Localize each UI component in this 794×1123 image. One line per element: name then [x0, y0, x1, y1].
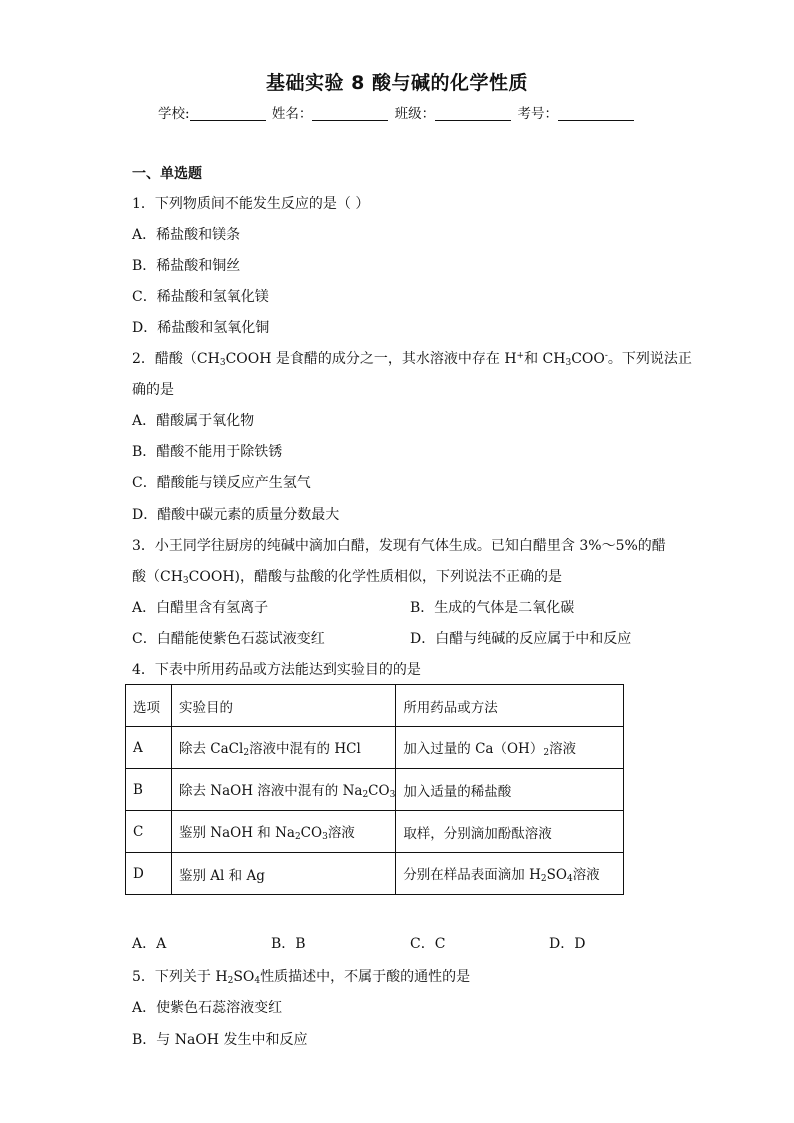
- name-label: 姓名：: [271, 106, 313, 122]
- q3-stem-text: 酸（CH: [132, 569, 183, 585]
- subscript: 4: [254, 976, 261, 986]
- q2-stem-text: COOH 是食醋的成分之一，其水溶液中存在 H: [225, 351, 517, 367]
- q2-stem-text: 2．醋酸（CH: [132, 351, 220, 367]
- table-row: [126, 853, 624, 895]
- subscript: 3: [389, 790, 396, 800]
- student-info-line: [0, 102, 794, 122]
- q4-stem: 4．下表中所用药品或方法能达到实验目的的是: [132, 662, 421, 678]
- table-header-cell: 实验目的: [172, 685, 396, 727]
- cell-text: CO: [368, 783, 390, 799]
- q3-stem-text: COOH)，醋酸与盐酸的化学性质相似，下列说法不正确的是: [188, 569, 562, 585]
- q3-option-b[interactable]: B．生成的气体是二氧化碳: [410, 600, 575, 616]
- q3-stem-line2: [132, 566, 562, 586]
- school-label: 学校:: [158, 106, 190, 122]
- cell-text: 除去 CaCl: [179, 741, 244, 757]
- class-blank[interactable]: [435, 106, 511, 121]
- table-cell: [396, 727, 624, 769]
- q3-option-c[interactable]: C．白醋能使紫色石蕊试液变红: [132, 631, 325, 647]
- school-blank[interactable]: [190, 106, 266, 121]
- table-cell: D: [126, 853, 172, 895]
- page-title: 基础实验 8 酸与碱的化学性质: [266, 72, 528, 94]
- subscript: 3: [322, 832, 328, 842]
- subscript: 2: [227, 976, 234, 986]
- table-cell: [396, 853, 624, 895]
- q2-stem-text: 。下列说法正: [607, 351, 692, 367]
- table-cell: C: [126, 811, 172, 853]
- q2-option-a[interactable]: A．醋酸属于氧化物: [132, 413, 255, 429]
- table-row: [126, 811, 624, 853]
- q2-stem: [132, 348, 692, 368]
- subscript: 2: [243, 748, 250, 758]
- table-cell: [172, 727, 396, 769]
- cell-text: 分别在样品表面滴加 H: [403, 867, 541, 883]
- q2-option-c[interactable]: C．醋酸能与镁反应产生氢气: [132, 475, 311, 491]
- q1-option-c[interactable]: C．稀盐酸和氢氧化镁: [132, 289, 269, 305]
- q2-option-b[interactable]: B．醋酸不能用于除铁锈: [132, 444, 283, 460]
- q5-stem-text: 5．下列关于 H: [132, 969, 228, 985]
- cell-text: 鉴别 NaOH 和 Na: [179, 825, 295, 841]
- q5-option-a[interactable]: A．使紫色石蕊溶液变红: [132, 1000, 283, 1016]
- cell-text: 溶液: [572, 867, 600, 883]
- q1-option-b[interactable]: B．稀盐酸和铜丝: [132, 258, 241, 274]
- table-cell: B: [126, 769, 172, 811]
- table-cell: [172, 811, 396, 853]
- q1-option-d[interactable]: D．稀盐酸和氢氧化铜: [132, 320, 270, 336]
- subscript: 2: [294, 832, 301, 842]
- table-header-cell: 选项: [126, 685, 172, 727]
- q5-stem-text: 性质描述中，不属于酸的通性的是: [260, 969, 471, 985]
- q3-stem: 3．小王同学往厨房的纯碱中滴加白醋，发现有气体生成。已知白醋里含 3%～5%的醋: [132, 538, 666, 554]
- subscript: 4: [566, 874, 573, 884]
- q2-option-d[interactable]: D．醋酸中碳元素的质量分数最大: [132, 507, 340, 523]
- q4-option-b[interactable]: B．B: [271, 936, 306, 952]
- subscript: 2: [543, 748, 550, 758]
- cell-text: 溶液中混有的 HCl: [249, 741, 361, 757]
- cell-text: 溶液: [327, 825, 355, 841]
- q4-option-a[interactable]: A．A: [132, 936, 167, 952]
- subscript: 3: [219, 358, 226, 368]
- q3-option-a[interactable]: A．白醋里含有氢离子: [132, 600, 269, 616]
- q4-option-d[interactable]: D．D: [549, 936, 586, 952]
- subscript: 2: [362, 790, 369, 800]
- q4-table: [125, 684, 624, 895]
- subscript: 3: [565, 358, 572, 368]
- section-heading: 一、单选题: [132, 166, 202, 182]
- q5-stem-text: SO: [233, 969, 255, 985]
- q2-stem-line2: 确的是: [132, 382, 174, 398]
- table-cell: A: [126, 727, 172, 769]
- table-cell: 取样，分别滴加酚酞溶液: [396, 811, 624, 853]
- cell-text: 除去 NaOH 溶液中混有的 Na: [179, 783, 363, 799]
- superscript: -: [604, 351, 608, 361]
- cell-text: 加入过量的 Ca（OH）: [403, 741, 544, 757]
- table-cell: 加入适量的稀盐酸: [396, 769, 624, 811]
- class-label: 班级：: [394, 106, 436, 122]
- table-row: [126, 769, 624, 811]
- table-row: [126, 727, 624, 769]
- table-cell: [172, 769, 396, 811]
- cell-text: SO: [546, 867, 567, 883]
- name-blank[interactable]: [312, 106, 388, 121]
- q1-option-a[interactable]: A．稀盐酸和镁条: [132, 227, 241, 243]
- q1-stem: 1．下列物质间不能发生反应的是（ ）: [132, 196, 370, 212]
- table-header-row: [126, 685, 624, 727]
- subscript: 2: [540, 874, 547, 884]
- q4-option-c[interactable]: C．C: [410, 936, 446, 952]
- number-blank[interactable]: [558, 106, 634, 121]
- q2-stem-text: 和 CH: [524, 351, 566, 367]
- superscript: +: [516, 351, 525, 361]
- subscript: 3: [182, 576, 189, 586]
- q5-option-b[interactable]: B．与 NaOH 发生中和反应: [132, 1032, 308, 1048]
- number-label: 考号：: [517, 106, 558, 122]
- q3-option-d[interactable]: D．白醋与纯碱的反应属于中和反应: [410, 631, 632, 647]
- q5-stem: [132, 966, 470, 986]
- table-cell: 鉴别 Al 和 Ag: [172, 853, 396, 895]
- table-header-cell: 所用药品或方法: [396, 685, 624, 727]
- cell-text: CO: [300, 825, 323, 841]
- q2-stem-text: COO: [571, 351, 605, 367]
- cell-text: 溶液: [549, 741, 577, 757]
